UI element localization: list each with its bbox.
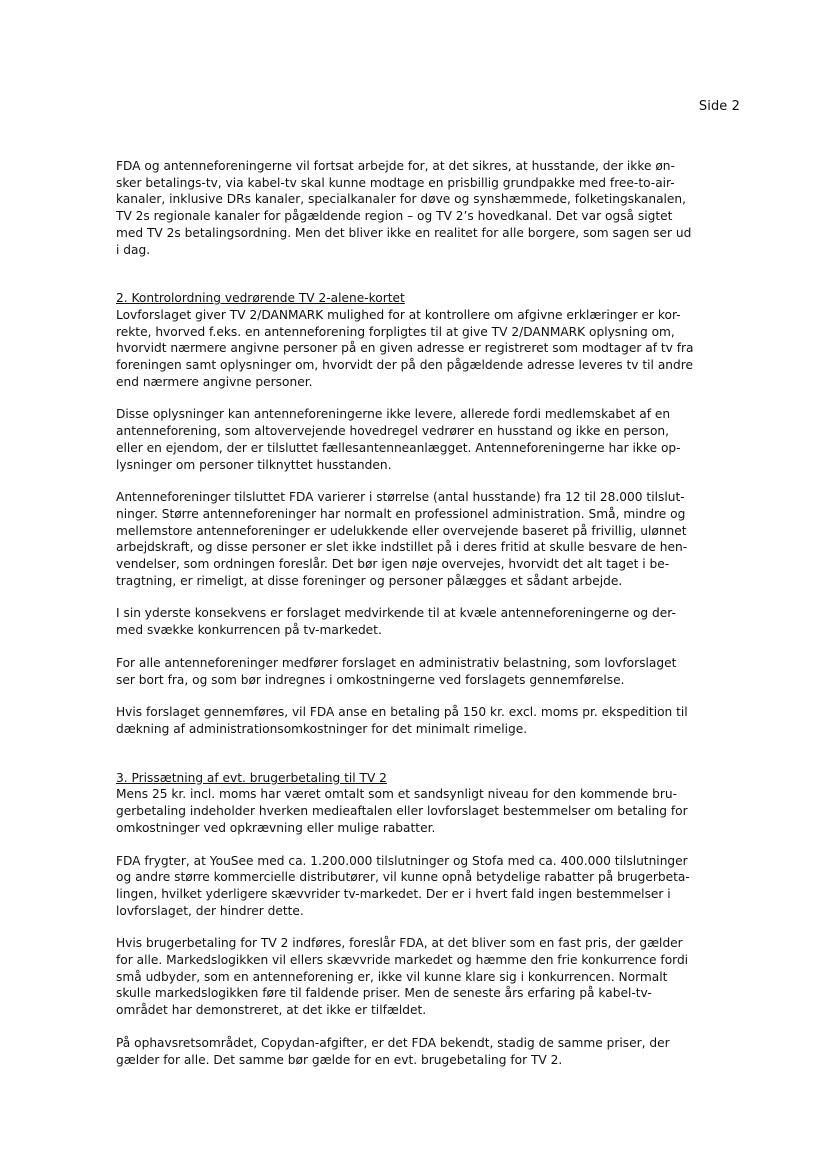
section-3-paragraph-3: Hvis brugerbetaling for TV 2 indføres, foreslår FDA, at det bliver som en fast pris, der gælder for alle. Markedslogikken vil ellers skævvride markedet og hæmme den frie konkurrence fordi små udbyder, som en antenneforening er, ikke vil kunne klare sig i konkurrencen. Normalt skulle markedslogikken føre til faldende priser. Men de seneste års erfaring på kabel-tv- området har demonstreret, at det ikke er tilfældet. — [116, 936, 689, 1018]
section-2 — [116, 290, 742, 737]
section-2-paragraph-2: Disse oplysninger kan antenneforeningerne ikke levere, allerede fordi medlemskabet af en antenneforening, som altovervejende hovedregel vedrører en husstand og ikke en person, eller en ejendom, der er tilsluttet fællesantenneanlægget. Antenneforeningerne har ikke op- lysninger om personer tilknyttet husstanden. — [116, 407, 681, 472]
section-3-paragraph-4: På ophavsretsområdet, Copydan-afgifter, er det FDA bekendt, stadig de samme priser, der gælder for alle. Det samme bør gælde for en evt. brugebetaling for TV 2. — [116, 1035, 670, 1067]
section-2-paragraph-3: Antenneforeninger tilsluttet FDA varierer i størrelse (antal husstande) fra 12 til 28.000 tilslut- ninger. Større antenneforeninger har normalt en professionel administration. Små, mindre og mellemstore antenneforeninger er udelukkende eller overvejende baseret på frivillig, ulønnet arbejdskraft, og disse personer er slet ikke indstillet på i deres fritid at skulle besvare de hen- vendelser, som ordningen foreslår. Det bør igen nøje overvejes, hvorvidt det alt taget i be- tragtning, er rimeligt, at disse foreninger og personer pålægges et sådant arbejde. — [116, 490, 688, 588]
section-3-paragraph-2: FDA frygter, at YouSee med ca. 1.200.000 tilslutninger og Stofa med ca. 400.000 tilslutninger og andre større kommercielle distributører, vil kunne opnå betydelige rabatter på brugerbeta- lingen, hvilket yderligere skævvrider tv-markedet. Der er i hvert fald ingen bestemmelser i lovforslaget, der hindrer dette. — [116, 853, 690, 918]
section-3 — [116, 770, 742, 1069]
section-3-heading: 3. Prissætning af evt. brugerbetaling til TV 2 — [116, 770, 387, 785]
section-2-paragraph-1: Lovforslaget giver TV 2/DANMARK mulighed for at kontrollere om afgivne erklæringer er kor- rekte, hvorved f.eks. en antenneforening forpligtes til at give TV 2/DANMARK oplysning om, hvorvidt nærmere angivne personer på en given adresse er registreret som modtager af tv fra foreningen samt oplysninger om, hvorvidt der på den pågældende adresse leveres tv til andre end nærmere angivne personer. — [116, 307, 694, 389]
section-2-paragraph-4: I sin yderste konsekvens er forslaget medvirkende til at kvæle antenneforeningerne og der- med svække konkurrencen på tv-markedet. — [116, 606, 676, 638]
section-2-heading: 2. Kontrolordning vedrørende TV 2-alene-kortet — [116, 291, 405, 306]
document-body — [116, 158, 742, 1068]
page-number: Side 2 — [698, 99, 740, 114]
intro-paragraph: FDA og antenneforeningerne vil fortsat arbejde for, at det sikres, at husstande, der ikke øn- sker betalings-tv, via kabel-tv skal kunne modtage en prisbillig grundpakke med free-to-air- kanaler, inklusive DRs kanaler, specialkanaler for døve og synshæmmede, folketingskanalen, TV 2s regionale kanaler for pågældende region – og TV 2’s hovedkanal. Det var også sigtet med TV 2s betalingsordning. Men det bliver ikke en realitet for alle borgere, som sagen ser ud i dag. — [116, 159, 692, 257]
section-2-paragraph-6: Hvis forslaget gennemføres, vil FDA anse en betaling på 150 kr. excl. moms pr. ekspedition til dækning af administrationsomkostninger for det minimalt rimelige. — [116, 705, 688, 736]
section-3-paragraph-1: Mens 25 kr. incl. moms har været omtalt som et sandsynligt niveau for den kommende bru- gerbetaling indeholder hverken medieaftalen eller lovforslaget bestemmelser om betaling for omkostninger ved opkrævning eller mulige rabatter. — [116, 787, 688, 835]
section-2-paragraph-5: For alle antenneforeninger medfører forslaget en administrativ belastning, som lovforslaget ser bort fra, og som bør indregnes i omkostningerne ved forslagets gennemførelse. — [116, 655, 677, 687]
